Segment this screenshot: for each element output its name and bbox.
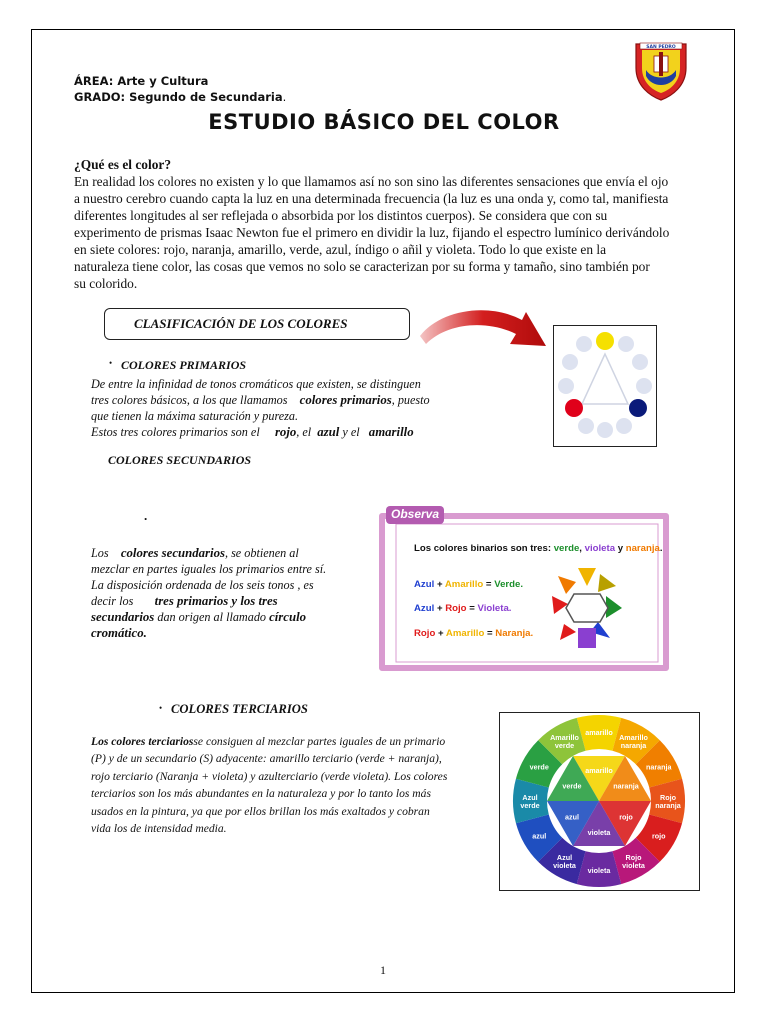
area-label: ÁREA: Arte y Cultura: [74, 74, 209, 88]
wheel-label: Amarillo verde: [550, 733, 579, 751]
intro-line: su colorido.: [74, 276, 138, 291]
grado-label: GRADO: Segundo de Secundaria.: [74, 90, 287, 104]
intro-line: naturaleza tiene color, las cosas que vemos no solo se caracterizan por su forma y tamaño, sino también por: [74, 259, 650, 274]
wheel-label: Rojo naranja: [655, 793, 681, 810]
binary-star-graphic: [550, 566, 624, 648]
primarios-heading: COLORES PRIMARIOS: [121, 358, 247, 372]
terciarios-paragraph: Los colores terciariosse consiguen al mezclar partes iguales de un primario (P) y de un secundario (S) adyacente: amarillo terciario (verde + naranja), rojo terciario (Naranja + violeta) y azulterciario (verde violeta). Los colores terciarios son los más abundantes en la naturaleza y por lo tanto los más usados en la pintura, ya que por ellos brillan los más exaltados y cobran vida los de intensidad media.: [91, 735, 448, 836]
intro-question: ¿Qué es el color?: [74, 157, 172, 172]
intro-line: a nuestro cerebro cuando capta la luz en una determinada frecuencia (la luz es una onda y, como tal, manifiesta: [74, 191, 669, 206]
inner-label: naranja: [613, 781, 639, 791]
wheel-label: naranja: [645, 762, 672, 772]
wheel-label: Amarillo naranja: [619, 733, 648, 751]
wheel-label: violeta: [587, 866, 611, 875]
intro-paragraph: [74, 173, 706, 292]
observa-tag: Observa: [391, 507, 440, 521]
intro-line: en siete colores: rojo, naranja, amarillo, verde, azul, índigo o añil y violeta. Todo lo que existe en la: [74, 242, 607, 257]
red-arrow-graphic: [418, 300, 550, 358]
blue-swatch: [629, 399, 647, 417]
page-title: ESTUDIO BÁSICO DEL COLOR: [208, 110, 560, 134]
tertiary-color-wheel: [500, 713, 699, 890]
observa-headline: Los colores binarios son tres: verde, violeta y naranja.: [414, 543, 663, 554]
wheel-label: Azul verde: [520, 793, 540, 810]
primary-color-circle: [553, 325, 657, 447]
logo-text: SAN PEDRO: [646, 45, 676, 50]
intro-line: experimento de prismas Isaac Newton fue el primero en dividir la luz, fijando el espectro lumínico derivándolo: [74, 225, 670, 240]
inner-label: azul: [564, 812, 579, 822]
bullet: •: [159, 703, 163, 713]
clasificacion-box: [104, 308, 410, 340]
equation-naranja: Rojo + Amarillo = Naranja.: [414, 628, 534, 639]
wheel-label: amarillo: [585, 728, 613, 737]
wheel-label: verde: [529, 762, 549, 772]
clasificacion-heading: CLASIFICACIÓN DE LOS COLORES: [134, 316, 348, 331]
color-wheel-figure: [499, 712, 700, 891]
equation-verde: Azul + Amarillo = Verde.: [414, 579, 524, 590]
yellow-swatch: [596, 332, 614, 350]
school-logo: [632, 40, 690, 102]
inner-label: amarillo: [585, 765, 613, 775]
wheel-label: Rojo violeta: [622, 852, 645, 870]
secundarios-heading: COLORES SECUNDARIOS: [108, 453, 252, 467]
stray-dot: .: [144, 508, 148, 523]
intro-line: diferentes longitudes al ser reflejada o absorbida por los distintos cuerpos). Se considera que con su: [74, 208, 608, 223]
wheel-label: rojo: [651, 831, 666, 841]
secundarios-paragraph: Los colores secundarios, se obtienen al mezclar en partes iguales los primarios entre sí. La disposición ordenada de los seis tonos , es decir los tres primarios y los tres secundarios dan origen al llamado círculo cromático.: [91, 546, 327, 640]
intro-line: En realidad los colores no existen y lo que llamamos así no son sino las diferentes sensaciones que envía el ojo: [74, 174, 669, 189]
inner-label: violeta: [587, 828, 611, 838]
page-number: 1: [380, 963, 386, 977]
equation-violeta: Azul + Rojo = Violeta.: [414, 603, 512, 614]
inner-label: rojo: [619, 812, 633, 822]
red-swatch: [565, 399, 583, 417]
wheel-label: Azul violeta: [553, 852, 576, 870]
terciarios-heading: COLORES TERCIARIOS: [171, 702, 308, 716]
bullet: •: [109, 358, 113, 368]
wheel-label: azul: [532, 831, 547, 841]
primarios-paragraph: De entre la infinidad de tonos cromáticos que existen, se distinguen tres colores básicos, a los que llamamos colores primarios, puesto que tienen la máxima saturación y pureza. Estos tres colores primarios son el rojo, el azul y el amarillo: [91, 377, 430, 439]
observa-panel: [374, 506, 674, 678]
inner-label: verde: [562, 781, 582, 791]
